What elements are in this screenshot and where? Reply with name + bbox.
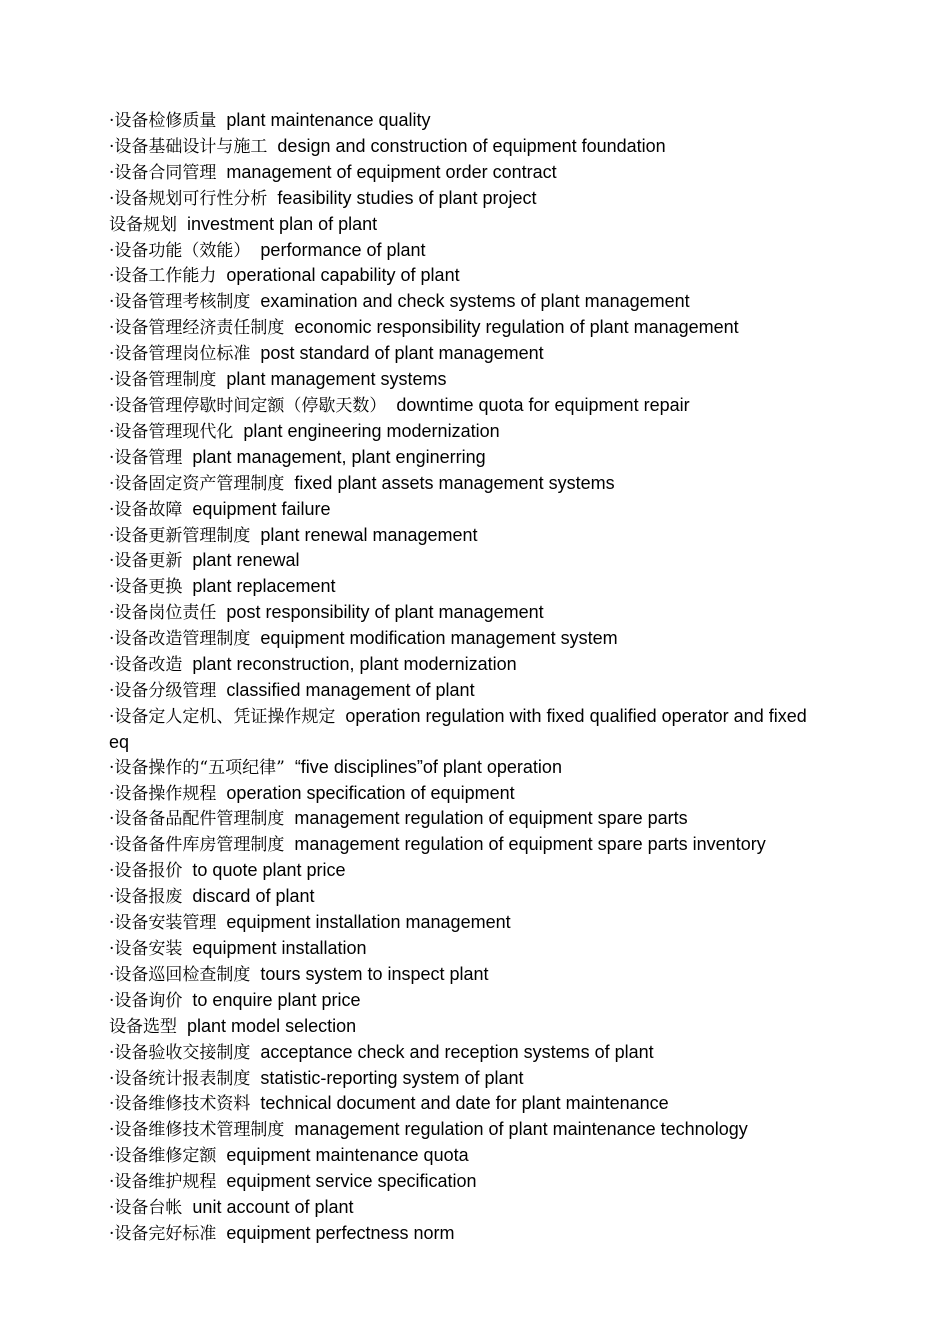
entry-english-term: to enquire plant price — [192, 989, 361, 1010]
entry-chinese-term: ·设备管理经济责任制度 — [109, 318, 285, 339]
entry-english-term: plant maintenance quality — [226, 110, 431, 130]
entry-english-term: equipment perfectness norm — [226, 1222, 455, 1243]
entry-english-term: unit account of plant — [192, 1197, 354, 1218]
entry-chinese-term: ·设备安装管理 — [109, 913, 217, 934]
glossary-entry — [109, 1221, 809, 1247]
entry-english-term: operation regulation with fixed qualified operator and fixed eq — [109, 705, 812, 752]
glossary-entry — [109, 367, 809, 393]
entry-english-term: post responsibility of plant management — [226, 602, 544, 623]
entry-english-term: acceptance check and reception systems of plant — [260, 1041, 654, 1062]
glossary-entry — [109, 238, 809, 264]
glossary-entry — [109, 1040, 809, 1066]
glossary-entry — [109, 1143, 809, 1169]
entry-chinese-term: ·设备验收交接制度 — [109, 1042, 251, 1063]
entry-chinese-term: ·设备管理制度 — [109, 370, 217, 391]
entry-english-term: plant renewal — [192, 550, 300, 571]
glossary-entry — [109, 626, 809, 652]
entry-english-term: plant management, plant enginerring — [192, 446, 486, 467]
entry-english-term: equipment modification management system — [260, 628, 618, 649]
entry-english-term: equipment installation — [192, 938, 367, 958]
glossary-entry — [109, 600, 809, 626]
entry-english-term: performance of plant — [260, 239, 426, 260]
entry-english-term: management of equipment order contract — [226, 161, 557, 182]
entry-english-term: classified management of plant — [226, 679, 475, 700]
entry-english-term: investment plan of plant — [187, 213, 378, 234]
entry-chinese-term: ·设备规划可行性分析 — [109, 188, 268, 209]
entry-english-term: design and construction of equipment foundation — [277, 135, 666, 156]
entry-english-term: feasibility studies of plant project — [277, 187, 537, 208]
glossary-entry — [109, 652, 809, 678]
entry-chinese-term: ·设备询价 — [109, 990, 183, 1011]
glossary-entry — [109, 108, 809, 134]
glossary-entry — [109, 704, 812, 755]
entry-chinese-term: ·设备固定资产管理制度 — [109, 473, 285, 494]
glossary-entry — [109, 1195, 809, 1221]
entry-english-term: “five disciplines”of plant operation — [294, 756, 562, 777]
entry-chinese-term: ·设备备件库房管理制度 — [109, 835, 285, 856]
entry-english-term: plant engineering modernization — [243, 420, 500, 441]
entry-english-term: technical document and date for plant maintenance — [260, 1093, 669, 1114]
glossary-entry — [109, 523, 809, 549]
glossary-entry — [109, 497, 809, 523]
entry-chinese-term: ·设备管理考核制度 — [109, 292, 251, 313]
entry-english-term: statistic-reporting system of plant — [260, 1067, 524, 1088]
glossary-page — [109, 108, 812, 1247]
glossary-entry — [109, 678, 809, 704]
entry-english-term: discard of plant — [192, 886, 315, 907]
glossary-entry — [109, 289, 809, 315]
glossary-entry — [109, 884, 809, 910]
glossary-entry — [109, 134, 809, 160]
glossary-entry — [109, 471, 809, 497]
entry-chinese-term: ·设备管理停歇时间定额（停歇天数） — [109, 395, 387, 416]
entry-chinese-term: ·设备管理岗位标准 — [109, 344, 251, 365]
entry-chinese-term: ·设备报废 — [109, 887, 183, 908]
glossary-entry — [109, 755, 809, 781]
entry-chinese-term: ·设备改造 — [109, 655, 183, 676]
entry-chinese-term: ·设备操作规程 — [109, 783, 217, 804]
entry-chinese-term: ·设备安装 — [109, 939, 183, 959]
glossary-entry — [109, 263, 809, 289]
glossary-entry — [109, 341, 809, 367]
entry-english-term: management regulation of equipment spare parts — [294, 808, 688, 829]
glossary-entry — [109, 574, 809, 600]
glossary-entry — [109, 1169, 809, 1195]
entry-chinese-term: ·设备分级管理 — [109, 680, 217, 701]
entry-english-term: to quote plant price — [192, 860, 346, 881]
entry-english-term: equipment maintenance quota — [226, 1145, 469, 1166]
glossary-entry — [109, 988, 809, 1014]
glossary-entry — [109, 186, 809, 212]
entry-chinese-term: ·设备岗位责任 — [109, 603, 217, 624]
glossary-entry — [109, 1117, 809, 1143]
entry-chinese-term: ·设备完好标准 — [109, 1223, 217, 1244]
entry-chinese-term: ·设备更新管理制度 — [109, 525, 251, 546]
glossary-entry — [109, 393, 809, 419]
entry-chinese-term: ·设备检修质量 — [109, 111, 217, 131]
entry-chinese-term: ·设备故障 — [109, 499, 183, 520]
entry-chinese-term: 设备规划 — [109, 214, 177, 235]
entry-english-term: management regulation of plant maintenance technology — [294, 1119, 748, 1140]
entry-chinese-term: ·设备定人定机、凭证操作规定 — [109, 706, 336, 727]
entry-chinese-term: ·设备统计报表制度 — [109, 1068, 251, 1089]
entry-chinese-term: ·设备更换 — [109, 577, 183, 598]
glossary-entry — [109, 936, 809, 962]
entry-chinese-term: ·设备维修技术管理制度 — [109, 1120, 285, 1141]
entry-english-term: operational capability of plant — [226, 265, 460, 286]
entry-english-term: operation specification of equipment — [226, 782, 515, 803]
glossary-entry — [109, 832, 809, 858]
entry-english-term: equipment installation management — [226, 912, 511, 933]
glossary-entry — [109, 1066, 809, 1092]
entry-chinese-term: ·设备操作的“五项纪律” — [109, 757, 285, 778]
entry-english-term: plant reconstruction, plant modernization — [192, 654, 517, 675]
entry-chinese-term: ·设备备品配件管理制度 — [109, 809, 285, 830]
entry-english-term: fixed plant assets management systems — [294, 472, 615, 493]
glossary-entry — [109, 1091, 809, 1117]
glossary-entry — [109, 548, 809, 574]
entry-english-term: plant renewal management — [260, 524, 478, 545]
entry-chinese-term: ·设备功能（效能） — [109, 240, 251, 261]
entry-chinese-term: ·设备报价 — [109, 861, 183, 882]
entry-english-term: equipment service specification — [226, 1171, 477, 1192]
entry-chinese-term: 设备选型 — [109, 1016, 177, 1037]
glossary-entry — [109, 1014, 809, 1040]
glossary-entry — [109, 962, 809, 988]
entry-english-term: post standard of plant management — [260, 343, 544, 364]
glossary-entry — [109, 781, 809, 807]
entry-english-term: economic responsibility regulation of plant management — [294, 317, 739, 338]
entry-chinese-term: ·设备管理 — [109, 447, 183, 468]
entry-chinese-term: ·设备维修技术资料 — [109, 1094, 251, 1115]
entry-chinese-term: ·设备台帐 — [109, 1198, 183, 1219]
entry-chinese-term: ·设备巡回检查制度 — [109, 964, 251, 985]
glossary-entry — [109, 160, 809, 186]
glossary-entry — [109, 858, 809, 884]
entry-chinese-term: ·设备工作能力 — [109, 266, 217, 287]
entry-english-term: downtime quota for equipment repair — [396, 394, 690, 415]
glossary-entry — [109, 212, 809, 238]
entry-chinese-term: ·设备改造管理制度 — [109, 629, 251, 650]
glossary-entry — [109, 445, 809, 471]
entry-english-term: plant model selection — [187, 1015, 357, 1036]
entry-chinese-term: ·设备合同管理 — [109, 162, 217, 183]
entry-chinese-term: ·设备维护规程 — [109, 1172, 217, 1193]
entry-chinese-term: ·设备更新 — [109, 551, 183, 572]
entry-english-term: tours system to inspect plant — [260, 963, 489, 984]
entry-chinese-term: ·设备维修定额 — [109, 1146, 217, 1167]
glossary-entry — [109, 910, 809, 936]
glossary-entry — [109, 419, 809, 445]
glossary-entry — [109, 806, 809, 832]
entry-chinese-term: ·设备基础设计与施工 — [109, 136, 268, 157]
entry-chinese-term: ·设备管理现代化 — [109, 421, 234, 442]
entry-english-term: examination and check systems of plant management — [260, 291, 690, 312]
entry-english-term: plant management systems — [226, 369, 447, 390]
entry-english-term: equipment failure — [192, 498, 331, 519]
glossary-entry — [109, 315, 809, 341]
entry-english-term: plant replacement — [192, 576, 336, 597]
entry-english-term: management regulation of equipment spare parts inventory — [294, 834, 766, 855]
